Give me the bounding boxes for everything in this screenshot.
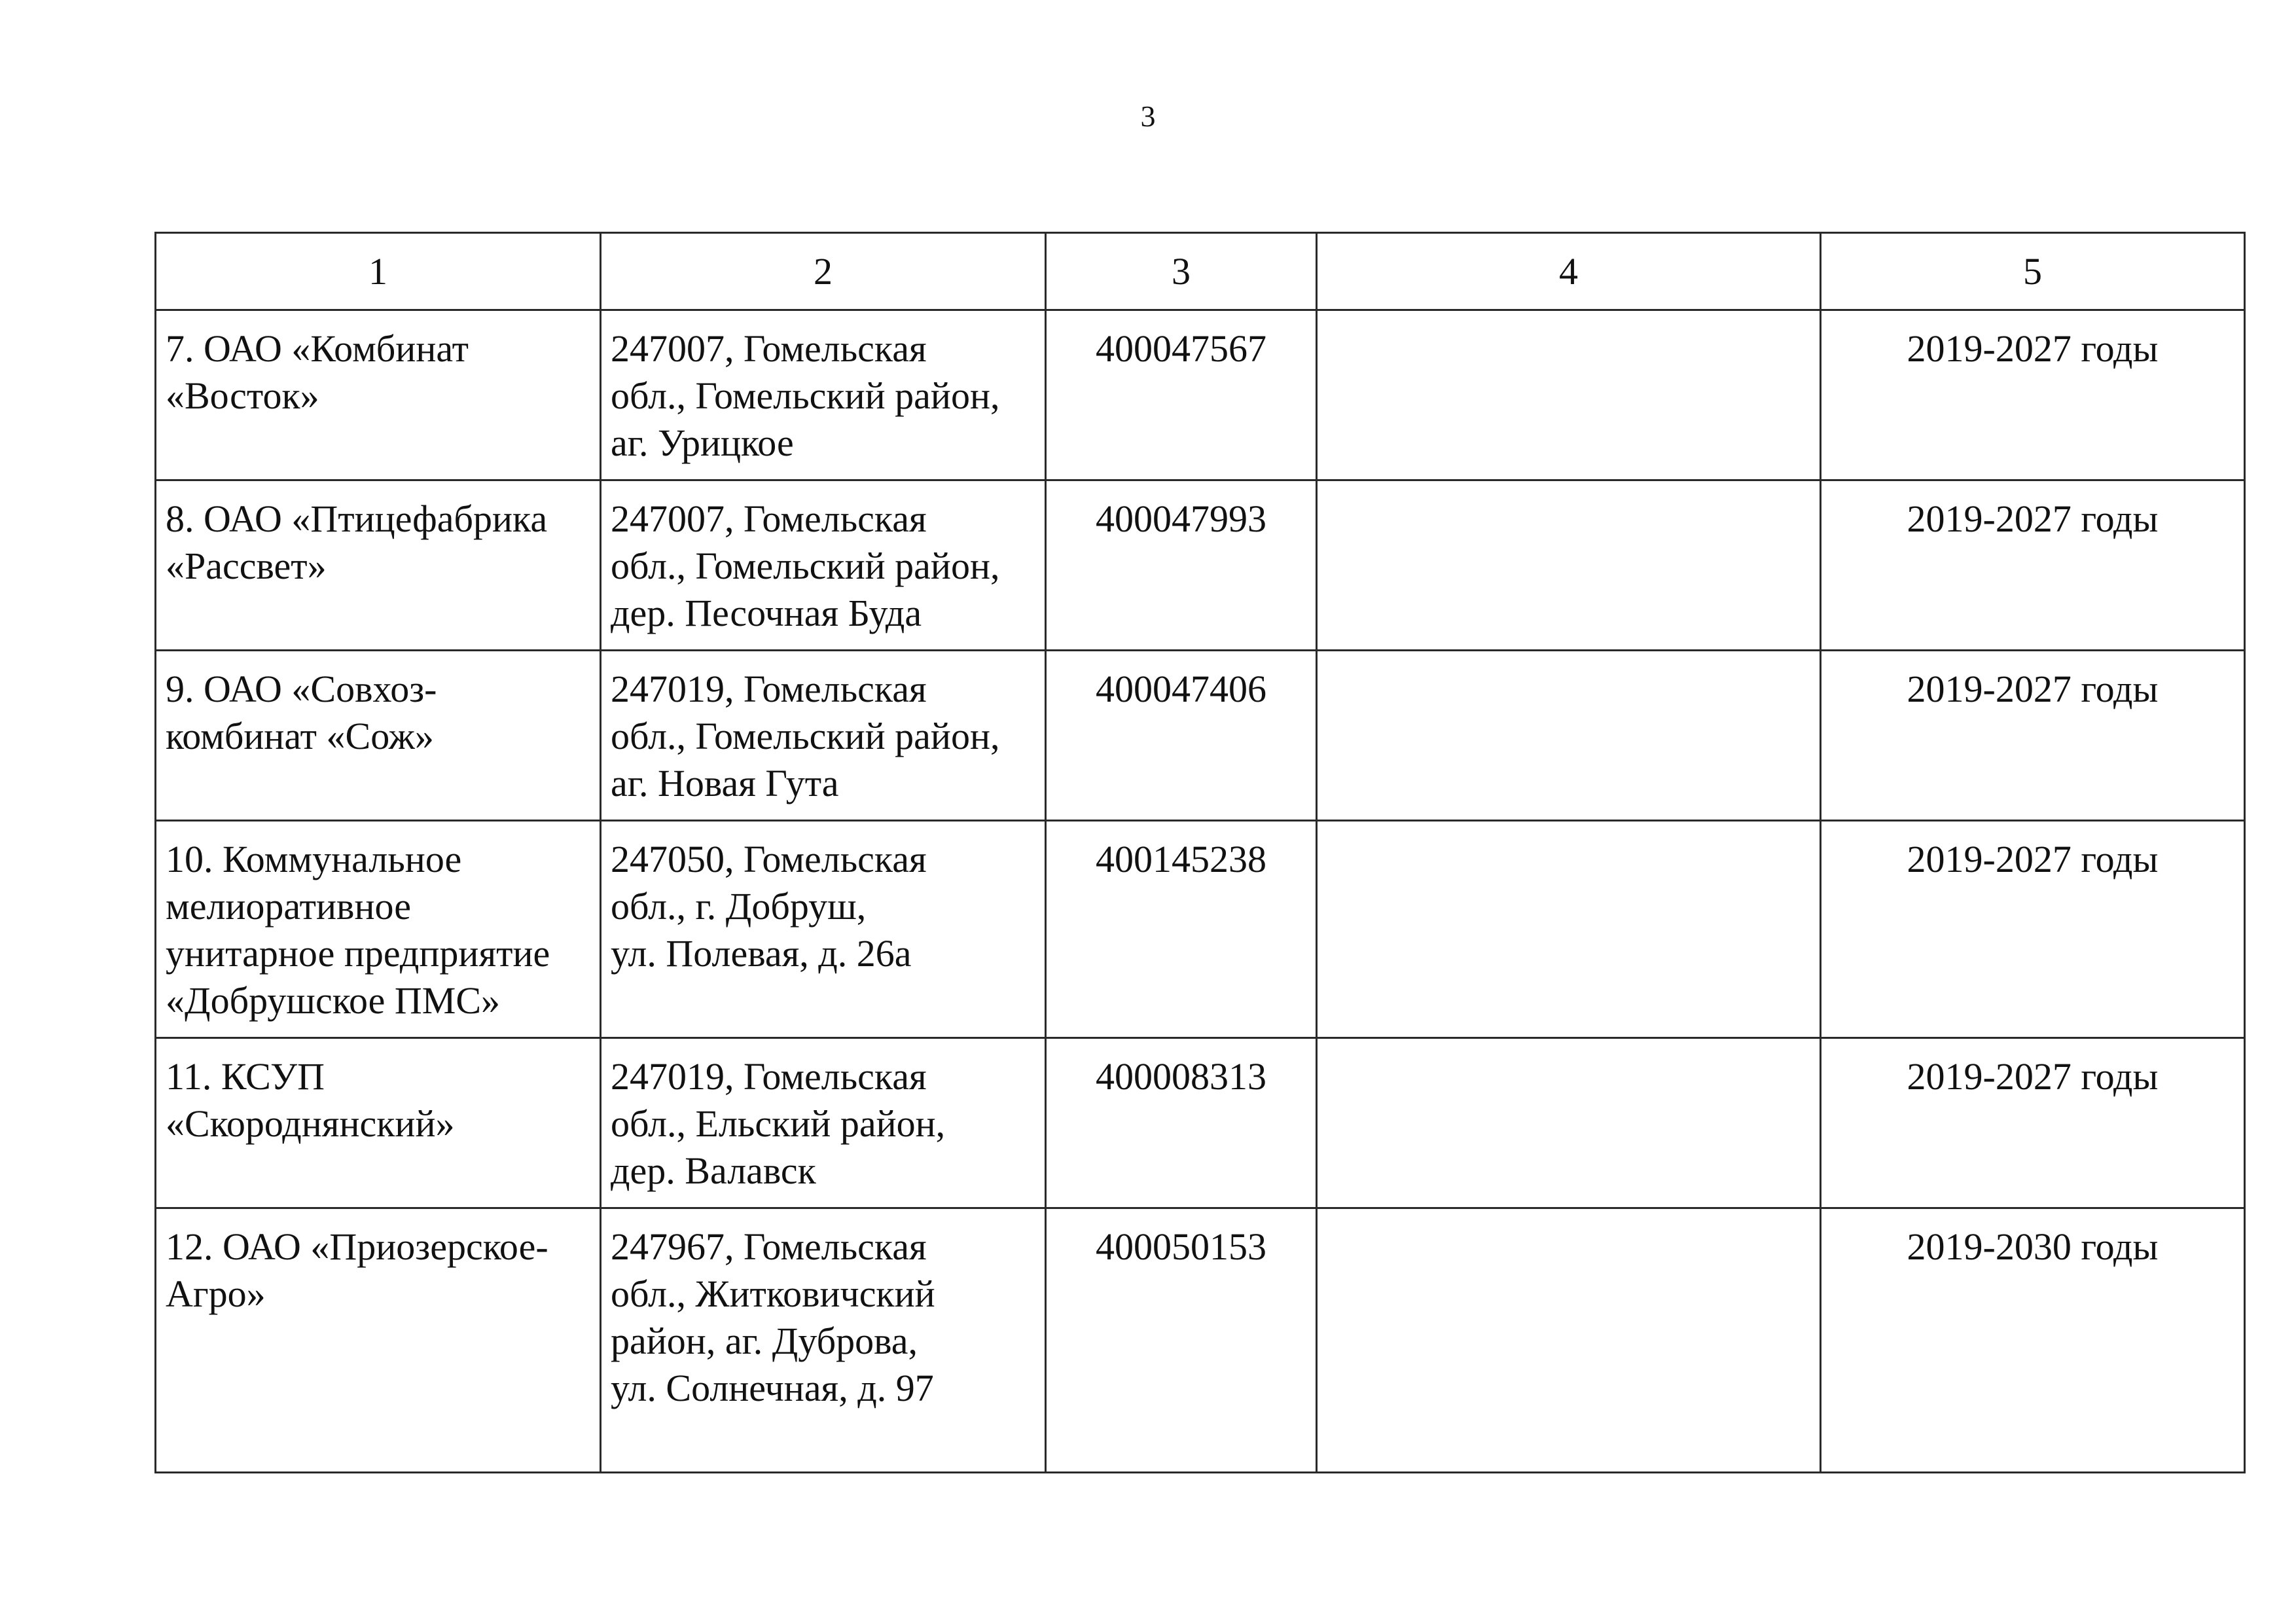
table-row: [156, 480, 2245, 651]
address-cell: [601, 651, 1046, 821]
address-line: район, аг. Дуброва,: [611, 1320, 918, 1362]
address-line: аг. Новая Гута: [611, 762, 839, 804]
address-cell: [601, 1208, 1046, 1473]
address-line: обл., Ельский район,: [611, 1102, 946, 1145]
code-cell: 400008313: [1046, 1038, 1317, 1208]
code-cell: 400047567: [1046, 310, 1317, 480]
address-cell: [601, 821, 1046, 1038]
address-line: 247019, Гомельская: [611, 1055, 927, 1098]
address-line: дер. Песочная Буда: [611, 592, 922, 634]
table-header-row: [156, 233, 2245, 310]
enterprise-name-cell: [156, 821, 601, 1038]
period-cell: 2019-2027 годы: [1821, 821, 2245, 1038]
name-line: унитарное предприятие: [166, 932, 550, 975]
table-row: [156, 651, 2245, 821]
column-4-cell: [1317, 821, 1821, 1038]
address-line: 247050, Гомельская: [611, 838, 927, 880]
header-cell: 5: [1821, 233, 2245, 310]
address-line: ул. Полевая, д. 26а: [611, 932, 912, 975]
period-cell: 2019-2027 годы: [1821, 651, 2245, 821]
code-cell: 400047993: [1046, 480, 1317, 651]
address-line: 247019, Гомельская: [611, 668, 927, 710]
header-cell: 3: [1046, 233, 1317, 310]
code-cell: 400145238: [1046, 821, 1317, 1038]
header-cell: 4: [1317, 233, 1821, 310]
address-cell: [601, 480, 1046, 651]
name-line: «Добрушское ПМС»: [166, 979, 501, 1022]
column-4-cell: [1317, 480, 1821, 651]
address-line: обл., Гомельский район,: [611, 715, 1000, 757]
enterprise-name-cell: [156, 310, 601, 480]
address-line: обл., Гомельский район,: [611, 545, 1000, 587]
period-cell: 2019-2030 годы: [1821, 1208, 2245, 1473]
table-row: [156, 821, 2245, 1038]
column-4-cell: [1317, 1038, 1821, 1208]
table-row: [156, 310, 2245, 480]
header-cell: 1: [156, 233, 601, 310]
column-4-cell: [1317, 651, 1821, 821]
table-row: [156, 1038, 2245, 1208]
enterprise-table: [154, 232, 2246, 1473]
address-line: обл., Житковичский: [611, 1272, 935, 1315]
enterprise-name-cell: [156, 651, 601, 821]
address-line: дер. Валавск: [611, 1149, 816, 1192]
enterprise-name-cell: [156, 1208, 601, 1473]
enterprise-name-cell: [156, 480, 601, 651]
column-4-cell: [1317, 310, 1821, 480]
page-number: 3: [1140, 99, 1156, 133]
period-cell: 2019-2027 годы: [1821, 480, 2245, 651]
name-line: «Скороднянский»: [166, 1102, 455, 1145]
name-line: 10. Коммунальное: [166, 838, 462, 880]
column-4-cell: [1317, 1208, 1821, 1473]
name-line: комбинат «Сож»: [166, 715, 434, 757]
name-line: «Рассвет»: [166, 545, 327, 587]
address-line: 247007, Гомельская: [611, 327, 927, 370]
enterprise-name-cell: [156, 1038, 601, 1208]
address-line: 247967, Гомельская: [611, 1225, 927, 1268]
address-line: 247007, Гомельская: [611, 497, 927, 540]
name-line: мелиоративное: [166, 885, 411, 928]
name-line: 9. ОАО «Совхоз-: [166, 668, 437, 710]
period-cell: 2019-2027 годы: [1821, 310, 2245, 480]
code-cell: 400047406: [1046, 651, 1317, 821]
table-row: [156, 1208, 2245, 1473]
name-line: Агро»: [166, 1272, 266, 1315]
header-cell: 2: [601, 233, 1046, 310]
address-line: обл., г. Добруш,: [611, 885, 867, 928]
address-line: ул. Солнечная, д. 97: [611, 1367, 934, 1409]
name-line: 11. КСУП: [166, 1055, 325, 1098]
name-line: 8. ОАО «Птицефабрика: [166, 497, 548, 540]
name-line: 7. ОАО «Комбинат: [166, 327, 469, 370]
address-line: обл., Гомельский район,: [611, 374, 1000, 417]
address-cell: [601, 310, 1046, 480]
name-line: 12. ОАО «Приозерское-: [166, 1225, 548, 1268]
address-line: аг. Урицкое: [611, 422, 794, 464]
period-cell: 2019-2027 годы: [1821, 1038, 2245, 1208]
address-cell: [601, 1038, 1046, 1208]
name-line: «Восток»: [166, 374, 319, 417]
code-cell: 400050153: [1046, 1208, 1317, 1473]
